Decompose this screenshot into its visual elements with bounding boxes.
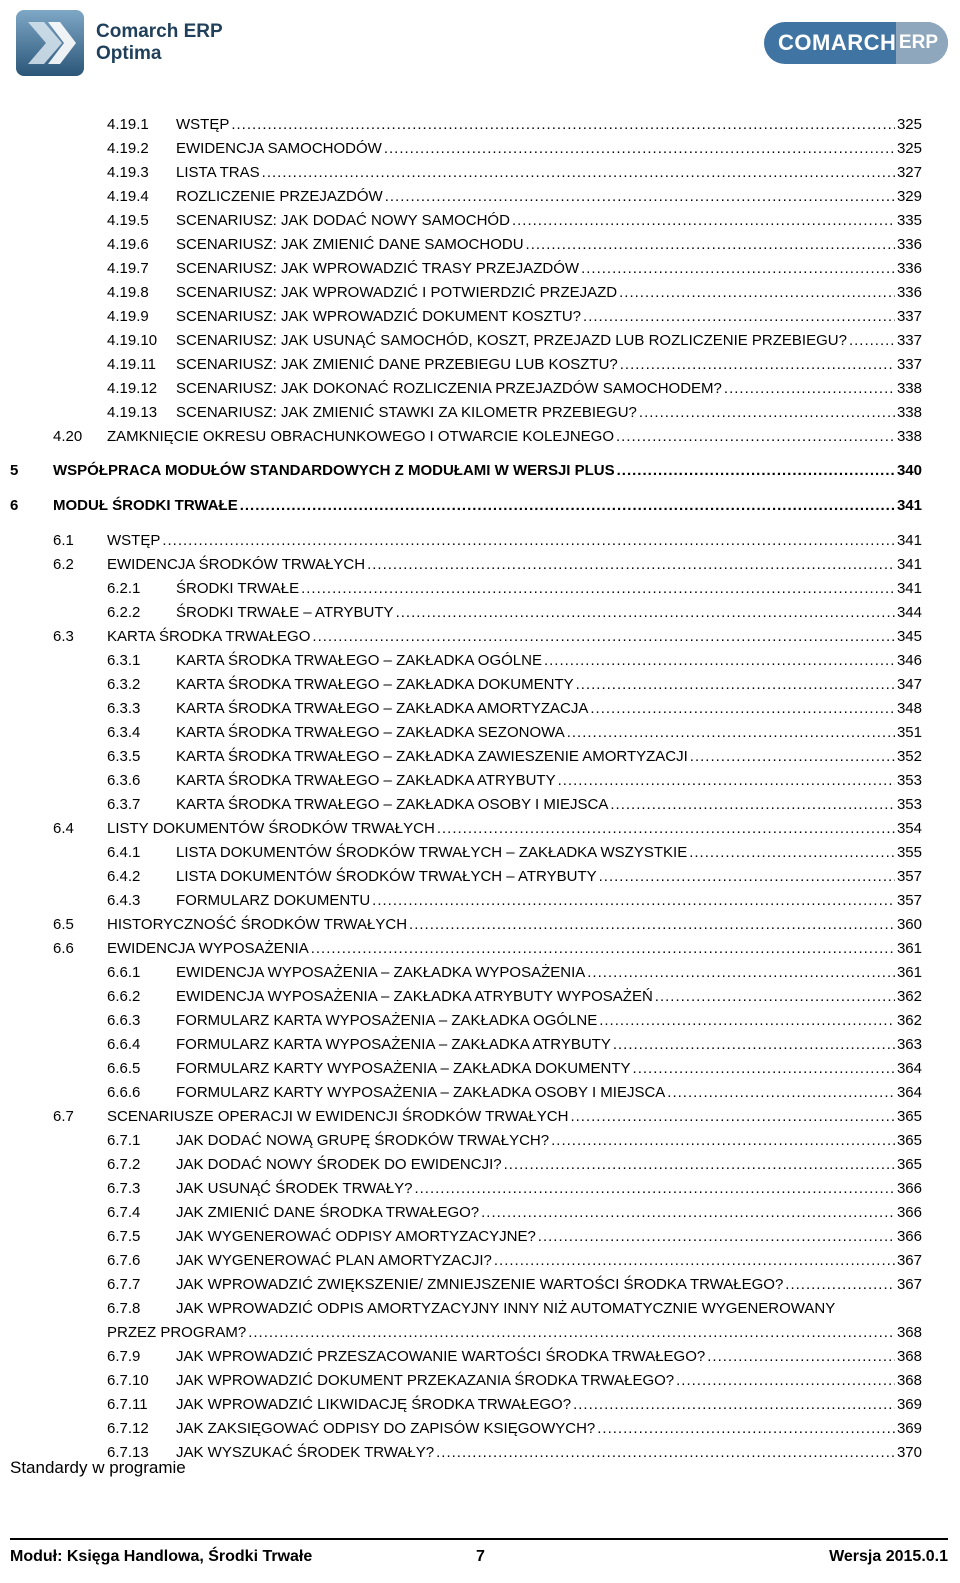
toc-entry-number: 6.6	[53, 940, 74, 957]
toc-entry-page: 337	[896, 332, 922, 349]
toc-entry[interactable]	[107, 1227, 922, 1246]
toc-entry[interactable]	[107, 283, 922, 302]
toc-leader-dots	[597, 1419, 895, 1438]
toc-leader-dots	[538, 1227, 895, 1246]
toc-entry-page: 352	[896, 748, 922, 765]
toc-leader-dots	[301, 579, 895, 598]
toc-entry-number: 6.7.5	[107, 1228, 141, 1245]
toc-entry-title: MODUŁ ŚRODKI TRWAŁE	[53, 497, 238, 514]
toc-entry-number: 6.7.13	[107, 1444, 149, 1461]
toc-entry-page: 363	[896, 1036, 922, 1053]
toc-leader-dots	[576, 675, 895, 694]
toc-entry-page: 338	[896, 428, 922, 445]
toc-entry[interactable]	[107, 355, 922, 374]
toc-entry-page: 351	[896, 724, 922, 741]
toc-entry[interactable]	[53, 915, 922, 934]
toc-entry-title: SCENARIUSZ: JAK ZMIENIĆ DANE SAMOCHODU	[176, 236, 524, 253]
toc-entry[interactable]	[53, 627, 922, 646]
toc-leader-dots	[689, 843, 895, 862]
toc-entry-page: 327	[896, 164, 922, 181]
toc-entry-page: 347	[896, 676, 922, 693]
toc-leader-dots	[312, 627, 895, 646]
toc-entry-title: EWIDENCJA SAMOCHODÓW	[176, 140, 382, 157]
toc-entry-number: 4.19.2	[107, 140, 149, 157]
toc-leader-dots	[620, 355, 895, 374]
toc-entry-number: 4.19.3	[107, 164, 149, 181]
toc-entry[interactable]	[107, 211, 922, 230]
toc-entry-number: 6.7.2	[107, 1156, 141, 1173]
toc-entry-title: JAK ZMIENIĆ DANE ŚRODKA TRWAŁEGO?	[176, 1204, 480, 1221]
toc-leader-dots	[667, 1083, 895, 1102]
toc-leader-dots	[494, 1251, 895, 1270]
toc-entry[interactable]	[10, 496, 922, 515]
toc-entry[interactable]	[107, 403, 922, 422]
toc-entry-page: 335	[896, 212, 922, 229]
toc-leader-dots	[676, 1371, 895, 1390]
toc-entry-title: LISTY DOKUMENTÓW ŚRODKÓW TRWAŁYCH	[107, 820, 435, 837]
standards-label: Standardy w programie	[10, 1458, 186, 1477]
toc-entry-page: 336	[896, 284, 922, 301]
toc-entry-page: 365	[896, 1108, 922, 1125]
toc-entry-title: WSTĘP	[107, 532, 161, 549]
toc-entry-title: SCENARIUSZ: JAK DOKONAĆ ROZLICZENIA PRZEJAZDÓW SAMOCHODEM?	[176, 380, 722, 397]
toc-entry[interactable]	[107, 987, 922, 1006]
toc-entry-title: KARTA ŚRODKA TRWAŁEGO – ZAKŁADKA ATRYBUTY	[176, 772, 556, 789]
toc-entry-number: 6.7.3	[107, 1180, 141, 1197]
toc-entry[interactable]	[107, 651, 922, 670]
toc-entry-number: 4.19.12	[107, 380, 158, 397]
toc-entry-title: LISTA DOKUMENTÓW ŚRODKÓW TRWAŁYCH – ATRYBUTY	[176, 868, 597, 885]
toc-entry[interactable]	[107, 1371, 922, 1390]
toc-entry-title: JAK WPROWADZIĆ ZWIĘKSZENIE/ ZMNIEJSZENIE WARTOŚCI ŚRODKA TRWAŁEGO?	[176, 1276, 784, 1293]
toc-entry-number: 6.4.2	[107, 868, 141, 885]
toc-leader-dots	[785, 1275, 895, 1294]
toc-leader-dots	[385, 187, 895, 206]
toc-entry[interactable]	[107, 795, 922, 814]
toc-entry-title: KARTA ŚRODKA TRWAŁEGO – ZAKŁADKA OSOBY I MIEJSCA	[176, 796, 609, 813]
toc-entry-page: 360	[896, 916, 922, 933]
toc-leader-dots	[437, 819, 895, 838]
toc-entry-number: 6.6.4	[107, 1036, 141, 1053]
toc-entry[interactable]	[107, 1275, 922, 1294]
toc-entry[interactable]	[107, 1059, 922, 1078]
toc-entry-page: 338	[896, 404, 922, 421]
toc-leader-dots	[384, 139, 895, 158]
toc-leader-dots	[372, 891, 895, 910]
toc-entry-number: 6.3	[53, 628, 74, 645]
toc-entry[interactable]	[53, 427, 922, 446]
toc-entry-page: 369	[896, 1420, 922, 1437]
toc-entry-title: JAK ZAKSIĘGOWAĆ ODPISY DO ZAPISÓW KSIĘGOWYCH?	[176, 1420, 596, 1437]
toc-entry[interactable]	[107, 1131, 922, 1150]
optima-logo-icon	[14, 8, 86, 78]
brand-line-2: Optima	[96, 43, 162, 64]
toc-entry-title: ROZLICZENIE PRZEJAZDÓW	[176, 188, 383, 205]
toc-entry-title: HISTORYCZNOŚĆ ŚRODKÓW TRWAŁYCH	[107, 916, 408, 933]
toc-leader-dots	[599, 1011, 895, 1030]
toc-leader-dots	[639, 403, 895, 422]
toc-entry-title: KARTA ŚRODKA TRWAŁEGO – ZAKŁADKA DOKUMENTY	[176, 676, 574, 693]
toc-entry-continuation[interactable]	[107, 1323, 922, 1342]
toc-entry-number: 6.7.11	[107, 1396, 148, 1413]
toc-entry-page: 338	[896, 380, 922, 397]
toc-entry[interactable]	[107, 187, 922, 206]
toc-entry-page: 367	[896, 1252, 922, 1269]
toc-entry-title: KARTA ŚRODKA TRWAŁEGO – ZAKŁADKA SEZONOWA	[176, 724, 565, 741]
toc-entry-number: 6.7.6	[107, 1252, 141, 1269]
toc-entry-number: 6.1	[53, 532, 74, 549]
toc-entry-page: 348	[896, 700, 922, 717]
toc-entry-number: 4.19.13	[107, 404, 158, 421]
toc-entry[interactable]	[53, 1107, 922, 1126]
toc-entry-title: JAK WYSZUKAĆ ŚRODEK TRWAŁY?	[176, 1444, 435, 1461]
toc-entry-title: JAK WPROWADZIĆ PRZESZACOWANIE WARTOŚCI ŚRODKA TRWAŁEGO?	[176, 1348, 706, 1365]
toc-leader-dots	[570, 1107, 895, 1126]
toc-entry-title: JAK DODAĆ NOWĄ GRUPĘ ŚRODKÓW TRWAŁYCH?	[176, 1132, 550, 1149]
toc-entry-title-continued: PRZEZ PROGRAM?	[107, 1324, 247, 1341]
toc-entry[interactable]	[107, 379, 922, 398]
toc-leader-dots	[587, 963, 895, 982]
toc-entry-title: KARTA ŚRODKA TRWAŁEGO – ZAKŁADKA ZAWIESZENIE AMORTYZACJI	[176, 748, 688, 765]
toc-entry[interactable]	[107, 163, 922, 182]
toc-entry-title: JAK WPROWADZIĆ DOKUMENT PRZEKAZANIA ŚRODKA TRWAŁEGO?	[176, 1372, 675, 1389]
toc-entry[interactable]	[107, 1035, 922, 1054]
toc-entry-title: EWIDENCJA WYPOSAŻENIA – ZAKŁADKA WYPOSAŻENIA	[176, 964, 586, 981]
toc-entry[interactable]	[107, 1395, 922, 1414]
toc-entry-page: 353	[896, 772, 922, 789]
toc-entry-number: 6.3.1	[107, 652, 141, 669]
toc-entry-page: 366	[896, 1180, 922, 1197]
toc-entry-number: 6	[10, 497, 19, 514]
toc-entry-page: 355	[896, 844, 922, 861]
toc-entry-number: 4.19.7	[107, 260, 149, 277]
toc-entry[interactable]	[107, 1011, 922, 1030]
toc-entry-page: 336	[896, 260, 922, 277]
toc-entry[interactable]	[107, 1419, 922, 1438]
toc-entry-title: FORMULARZ KARTY WYPOSAŻENIA – ZAKŁADKA OSOBY I MIEJSCA	[176, 1084, 666, 1101]
toc-leader-dots	[573, 1395, 895, 1414]
toc-entry-page: 325	[896, 116, 922, 133]
toc-leader-dots	[619, 283, 895, 302]
toc-entry-title: JAK WYGENEROWAĆ ODPISY AMORTYZACYJNE?	[176, 1228, 536, 1245]
toc-leader-dots	[583, 307, 895, 326]
toc-entry[interactable]	[107, 331, 922, 350]
toc-entry-title: WSPÓŁPRACA MODUŁÓW STANDARDOWYCH Z MODUŁAMI W WERSJI PLUS	[53, 462, 615, 479]
toc-entry-number: 6.3.7	[107, 796, 141, 813]
toc-entry-number: 4.19.1	[107, 116, 149, 133]
toc-entry-page: 367	[896, 1276, 922, 1293]
toc-entry-number: 6.7.10	[107, 1372, 149, 1389]
toc-entry-number: 6.7	[53, 1108, 74, 1125]
toc-entry-title: KARTA ŚRODKA TRWAŁEGO – ZAKŁADKA AMORTYZACJA	[176, 700, 589, 717]
toc-entry-page: 354	[896, 820, 922, 837]
toc-entry-title: EWIDENCJA WYPOSAŻENIA – ZAKŁADKA ATRYBUTY WYPOSAŻEŃ	[176, 988, 653, 1005]
toc-entry[interactable]	[107, 699, 922, 718]
toc-leader-dots	[512, 211, 895, 230]
toc-entry-page: 368	[896, 1324, 922, 1341]
toc-leader-dots	[655, 987, 895, 1006]
toc-entry-number: 6.4.3	[107, 892, 141, 909]
toc-entry-page: 337	[896, 356, 922, 373]
toc-entry[interactable]	[107, 139, 922, 158]
toc-leader-dots	[633, 1059, 895, 1078]
toc-entry-title: SCENARIUSZ: JAK WPROWADZIĆ I POTWIERDZIĆ PRZEJAZD	[176, 284, 618, 301]
toc-entry[interactable]	[107, 1083, 922, 1102]
toc-entry[interactable]	[107, 843, 922, 862]
toc-entry-title: FORMULARZ KARTY WYPOSAŻENIA – ZAKŁADKA DOKUMENTY	[176, 1060, 631, 1077]
toc-entry-number: 6.7.1	[107, 1132, 141, 1149]
toc-entry-number: 5	[10, 462, 19, 479]
toc-entry[interactable]	[107, 963, 922, 982]
toc-entry-title: LISTA DOKUMENTÓW ŚRODKÓW TRWAŁYCH – ZAKŁADKA WSZYSTKIE	[176, 844, 688, 861]
footer-module: Moduł: Księga Handlowa, Środki Trwałe	[10, 1548, 313, 1565]
toc-entry-page: 341	[896, 497, 922, 514]
toc-entry-number: 4.19.4	[107, 188, 149, 205]
toc-entry-number: 6.2.2	[107, 604, 141, 621]
toc-entry-title: ZAMKNIĘCIE OKRESU OBRACHUNKOWEGO I OTWARCIE KOLEJNEGO	[107, 428, 615, 445]
toc-entry[interactable]	[53, 531, 922, 550]
toc-entry-title: SCENARIUSZE OPERACJI W EWIDENCJI ŚRODKÓW TRWAŁYCH	[107, 1108, 569, 1125]
toc-leader-dots	[610, 795, 895, 814]
toc-entry-number: 6.4.1	[107, 844, 141, 861]
toc-entry[interactable]	[107, 579, 922, 598]
toc-entry-title: SCENARIUSZ: JAK USUNĄĆ SAMOCHÓD, KOSZT, PRZEJAZD LUB ROZLICZENIE PRZEBIEGU?	[176, 332, 847, 349]
page-footer	[10, 1538, 948, 1570]
toc-leader-dots	[613, 1035, 895, 1054]
toc-entry[interactable]	[107, 771, 922, 790]
toc-entry-number: 6.6.5	[107, 1060, 141, 1077]
toc-entry-page: 361	[896, 940, 922, 957]
toc-entry-title: EWIDENCJA ŚRODKÓW TRWAŁYCH	[107, 556, 366, 573]
footer-version: Wersja 2015.0.1	[829, 1548, 948, 1565]
toc-entry-number: 6.3.2	[107, 676, 141, 693]
toc-entry-number: 4.20	[53, 428, 83, 445]
toc-leader-dots	[248, 1323, 895, 1342]
toc-leader-dots	[526, 235, 895, 254]
toc-entry-page: 341	[896, 580, 922, 597]
toc-entry-page: 336	[896, 236, 922, 253]
toc-entry[interactable]	[107, 259, 922, 278]
toc-entry-page: 366	[896, 1204, 922, 1221]
toc-entry-page: 362	[896, 1012, 922, 1029]
toc-entry-page: 368	[896, 1348, 922, 1365]
toc-entry-number: 6.4	[53, 820, 74, 837]
toc-entry-title: SCENARIUSZ: JAK ZMIENIĆ STAWKI ZA KILOMETR PRZEBIEGU?	[176, 404, 637, 421]
toc-entry-number: 4.19.8	[107, 284, 149, 301]
toc-entry[interactable]	[107, 1179, 922, 1198]
toc-leader-dots	[616, 427, 895, 446]
toc-entry-title: JAK DODAĆ NOWY ŚRODEK DO EWIDENCJI?	[176, 1156, 502, 1173]
toc-leader-dots	[481, 1203, 895, 1222]
toc-entry[interactable]	[53, 939, 922, 958]
toc-entry-page: 368	[896, 1372, 922, 1389]
erp-wordmark: ERP	[898, 32, 938, 53]
brand-line-1: Comarch ERP	[96, 21, 223, 42]
toc-entry-number: 6.5	[53, 916, 74, 933]
toc-entry-number: 6.3.5	[107, 748, 141, 765]
toc-entry-number: 6.6.6	[107, 1084, 141, 1101]
toc-entry[interactable]	[53, 555, 922, 574]
toc-entry-number: 6.7.8	[107, 1300, 141, 1317]
toc-entry-number: 6.7.4	[107, 1204, 141, 1221]
toc-leader-dots	[436, 1443, 895, 1462]
footer-page-number: 7	[476, 1548, 485, 1565]
toc-entry[interactable]	[107, 1203, 922, 1222]
toc-leader-dots	[262, 163, 895, 182]
toc-leader-dots	[414, 1179, 895, 1198]
toc-entry-number: 6.7.9	[107, 1348, 141, 1365]
comarch-erp-optima-logo	[14, 8, 223, 78]
toc-entry-page: 346	[896, 652, 922, 669]
toc-entry[interactable]	[107, 307, 922, 326]
toc-leader-dots	[558, 771, 895, 790]
toc-leader-dots	[544, 651, 895, 670]
toc-leader-dots	[367, 555, 895, 574]
toc-entry-number: 6.3.4	[107, 724, 141, 741]
toc-entry-number: 4.19.9	[107, 308, 149, 325]
toc-leader-dots	[707, 1347, 895, 1366]
toc-entry-number: 6.3.3	[107, 700, 141, 717]
toc-entry-number: 6.6.3	[107, 1012, 141, 1029]
toc-entry-number: 4.19.6	[107, 236, 149, 253]
toc-entry[interactable]	[10, 461, 922, 480]
toc-entry-title: SCENARIUSZ: JAK WPROWADZIĆ DOKUMENT KOSZTU?	[176, 308, 582, 325]
toc-leader-dots	[581, 259, 895, 278]
toc-entry-page: 362	[896, 988, 922, 1005]
toc-entry[interactable]	[107, 891, 922, 910]
toc-entry[interactable]	[107, 115, 922, 134]
toc-entry[interactable]	[107, 1155, 922, 1174]
toc-leader-dots	[617, 461, 895, 480]
toc-leader-dots	[567, 723, 895, 742]
comarch-erp-logo	[764, 22, 948, 64]
toc-entry-title: JAK WYGENEROWAĆ PLAN AMORTYZACJI?	[176, 1252, 492, 1269]
toc-entry[interactable]	[107, 1347, 922, 1366]
toc-entry[interactable]	[53, 819, 922, 838]
toc-entry-number: 6.2.1	[107, 580, 141, 597]
toc-entry-page: 365	[896, 1156, 922, 1173]
toc-leader-dots	[504, 1155, 895, 1174]
toc-entry-page: 361	[896, 964, 922, 981]
toc-entry-title: FORMULARZ KARTA WYPOSAŻENIA – ZAKŁADKA OGÓLNE	[176, 1012, 598, 1029]
toc-entry-title: SCENARIUSZ: JAK WPROWADZIĆ TRASY PRZEJAZDÓW	[176, 260, 580, 277]
toc-entry-title: ŚRODKI TRWAŁE – ATRYBUTY	[176, 604, 394, 621]
toc-entry-title: FORMULARZ KARTA WYPOSAŻENIA – ZAKŁADKA ATRYBUTY	[176, 1036, 611, 1053]
toc-entry-page: 357	[896, 892, 922, 909]
toc-entry-page: 345	[896, 628, 922, 645]
toc-entry[interactable]	[107, 1299, 922, 1318]
toc-entry[interactable]	[107, 747, 922, 766]
toc-entry-title: JAK USUNĄĆ ŚRODEK TRWAŁY?	[176, 1180, 413, 1197]
toc-entry-page: 369	[896, 1396, 922, 1413]
toc-entry-page: 344	[896, 604, 922, 621]
toc-entry-number: 6.6.2	[107, 988, 141, 1005]
toc-leader-dots	[724, 379, 895, 398]
toc-entry-number: 6.6.1	[107, 964, 141, 981]
toc-entry-page: 366	[896, 1228, 922, 1245]
toc-entry-number: 4.19.10	[107, 332, 158, 349]
toc-leader-dots	[240, 496, 895, 515]
toc-leader-dots	[162, 531, 895, 550]
toc-leader-dots	[311, 939, 895, 958]
toc-entry[interactable]	[107, 675, 922, 694]
toc-entry-page: 337	[896, 308, 922, 325]
toc-entry-page: 329	[896, 188, 922, 205]
comarch-wordmark: COMARCH	[778, 30, 897, 55]
toc-leader-dots	[231, 115, 895, 134]
toc-leader-dots	[849, 331, 895, 350]
toc-entry-page: 340	[896, 462, 922, 479]
toc-leader-dots	[396, 603, 895, 622]
page-header	[0, 0, 960, 90]
toc-entry-number: 4.19.11	[107, 356, 156, 373]
toc-entry-title: WSTĘP	[176, 116, 230, 133]
toc-entry[interactable]	[107, 1443, 922, 1462]
toc-entry-title: SCENARIUSZ: JAK ZMIENIĆ DANE PRZEBIEGU LUB KOSZTU?	[176, 356, 618, 373]
toc-entry-page: 357	[896, 868, 922, 885]
toc-entry[interactable]	[107, 603, 922, 622]
toc-entry[interactable]	[107, 235, 922, 254]
toc-entry-title: JAK WPROWADZIĆ LIKWIDACJĘ ŚRODKA TRWAŁEGO?	[176, 1396, 572, 1413]
toc-entry-page: 325	[896, 140, 922, 157]
toc-entry-title: KARTA ŚRODKA TRWAŁEGO	[107, 628, 311, 645]
toc-entry-page: 365	[896, 1132, 922, 1149]
toc-entry-title: KARTA ŚRODKA TRWAŁEGO – ZAKŁADKA OGÓLNE	[176, 652, 542, 669]
toc-entry-title: SCENARIUSZ: JAK DODAĆ NOWY SAMOCHÓD	[176, 212, 510, 229]
toc-entry-number: 6.7.7	[107, 1276, 141, 1293]
toc-entry-number: 6.2	[53, 556, 74, 573]
toc-entry-title: EWIDENCJA WYPOSAŻENIA	[107, 940, 309, 957]
toc-entry-page: 341	[896, 556, 922, 573]
toc-entry[interactable]	[107, 1251, 922, 1270]
toc-entry-page: 364	[896, 1084, 922, 1101]
toc-leader-dots	[690, 747, 895, 766]
toc-entry-page: 364	[896, 1060, 922, 1077]
toc-entry-page: 341	[896, 532, 922, 549]
toc-leader-dots	[599, 867, 895, 886]
toc-entry-number: 4.19.5	[107, 212, 149, 229]
toc-entry-title: LISTA TRAS	[176, 164, 260, 181]
toc-leader-dots	[590, 699, 895, 718]
toc-entry-title: FORMULARZ DOKUMENTU	[176, 892, 371, 909]
toc-leader-dots	[409, 915, 895, 934]
toc-entry[interactable]	[107, 723, 922, 742]
toc-entry-title: JAK WPROWADZIĆ ODPIS AMORTYZACYJNY INNY NIŻ AUTOMATYCZNIE WYGENEROWANY	[176, 1300, 836, 1317]
toc-entry-title: ŚRODKI TRWAŁE	[176, 580, 300, 597]
toc-leader-dots	[551, 1131, 895, 1150]
toc-entry-number: 6.3.6	[107, 772, 141, 789]
toc-entry-page: 370	[896, 1444, 922, 1461]
toc-entry-number: 6.7.12	[107, 1420, 149, 1437]
toc-entry[interactable]	[107, 867, 922, 886]
toc-entry-page: 353	[896, 796, 922, 813]
